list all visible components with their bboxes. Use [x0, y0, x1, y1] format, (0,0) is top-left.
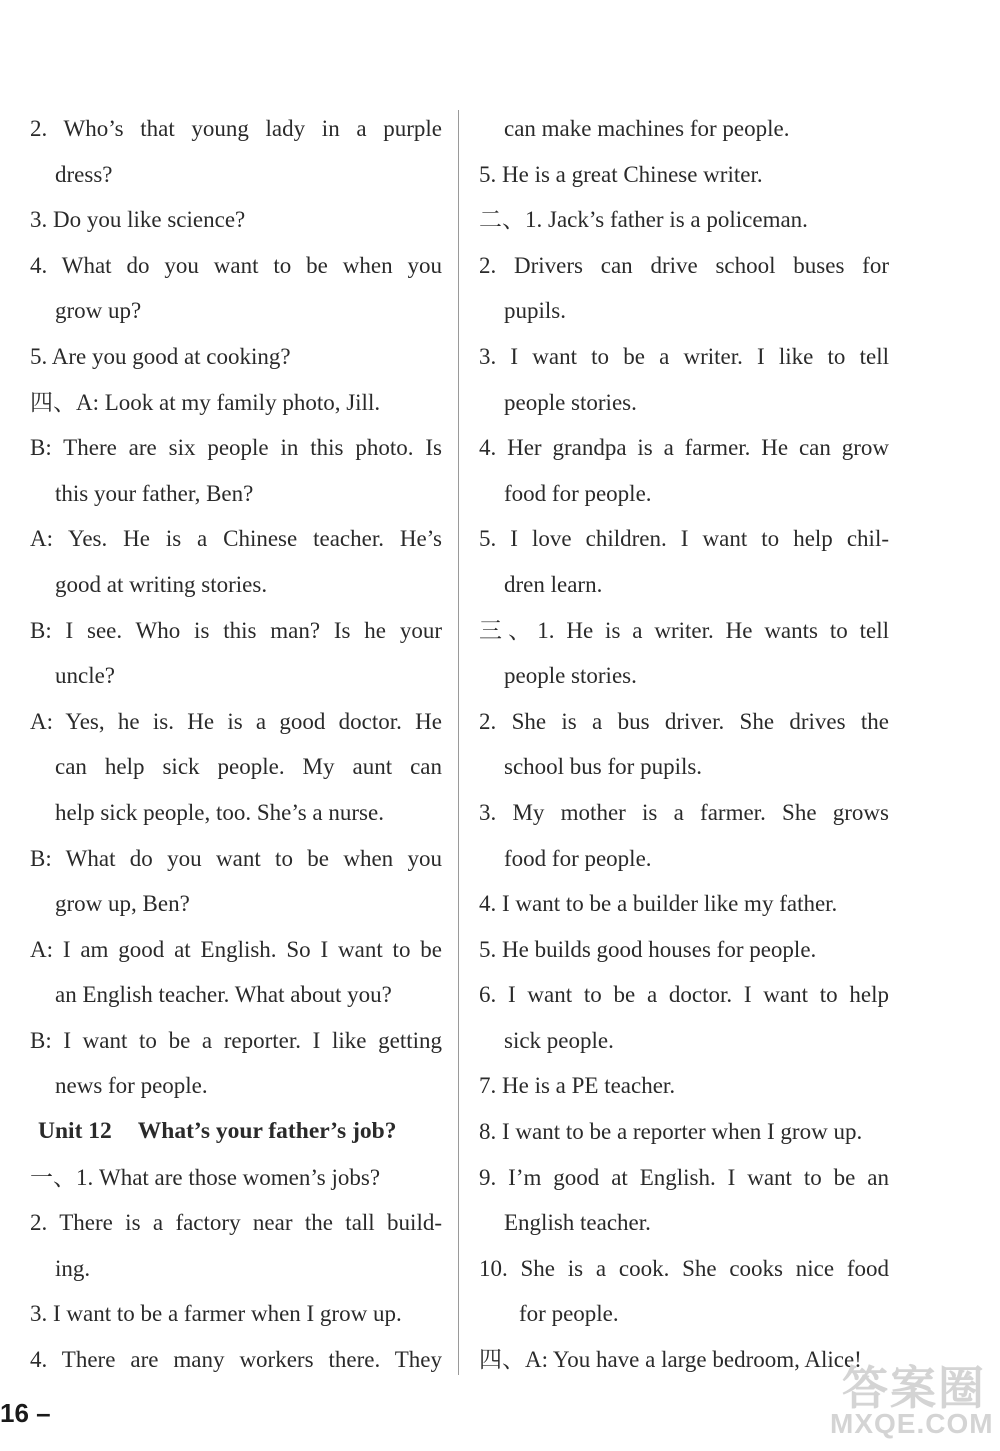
column-divider: [458, 110, 459, 1375]
text-line: food for people.: [504, 480, 652, 506]
text-line: English teacher.: [504, 1210, 651, 1236]
text-line: 4. Her grandpa is a farmer. He can grow: [479, 435, 889, 461]
text-line: this your father, Ben?: [55, 480, 254, 506]
text-line: ing.: [55, 1255, 91, 1281]
watermark-bottom: MXQE.COM: [830, 1408, 994, 1439]
text-line: 6. I want to be a doctor. I want to help: [479, 982, 889, 1008]
text-line: 三、1. He is a writer. He wants to tell: [479, 617, 889, 643]
text-line: A: Yes. He is a Chinese teacher. He’s: [30, 526, 442, 552]
text-line: 二、1. Jack’s father is a policeman.: [479, 207, 808, 233]
text-line: people stories.: [504, 663, 637, 689]
text-line: can help sick people. My aunt can: [55, 754, 442, 780]
text-line: news for people.: [55, 1073, 208, 1099]
text-line: dren learn.: [504, 571, 603, 597]
text-line: grow up, Ben?: [55, 891, 190, 917]
right-column: [479, 106, 889, 1383]
watermark-top: 答案圈: [842, 1362, 986, 1414]
unit-number: Unit 12: [38, 1118, 112, 1145]
text-line: grow up?: [55, 298, 142, 324]
text-line: 4. What do you want to be when you: [30, 252, 442, 278]
text-line: 2. Who’s that young lady in a purple: [30, 116, 442, 141]
text-line: 3. I want to be a farmer when I grow up.: [30, 1301, 402, 1327]
text-line: dress?: [55, 161, 113, 187]
text-line: B: There are six people in this photo. Is: [30, 435, 442, 461]
text-line: A: I am good at English. So I want to be: [30, 936, 442, 962]
page-number: 16 –: [0, 1398, 51, 1428]
text-line: 4. I want to be a builder like my father.: [479, 891, 838, 917]
text-line: can make machines for people.: [504, 116, 790, 141]
text-line: 5. I love children. I want to help chil-: [479, 526, 889, 552]
text-line: B: I see. Who is this man? Is he your: [30, 617, 442, 643]
text-line: 7. He is a PE teacher.: [479, 1073, 676, 1099]
text-line: sick people.: [504, 1027, 614, 1053]
text-line: 四、A: You have a large bedroom, Alice!: [479, 1347, 862, 1373]
text-line: help sick people, too. She’s a nurse.: [55, 799, 384, 825]
text-line: people stories.: [504, 389, 637, 415]
text-line: 8. I want to be a reporter when I grow up.: [479, 1119, 863, 1145]
text-line: good at writing stories.: [55, 571, 268, 597]
text-line: 2. There is a factory near the tall build-: [30, 1210, 442, 1236]
text-line: 5. He builds good houses for people.: [479, 936, 817, 962]
text-line: B: I want to be a reporter. I like getting: [30, 1027, 442, 1053]
text-line: 四、A: Look at my family photo, Jill.: [30, 389, 381, 415]
text-line: B: What do you want to be when you: [30, 845, 442, 871]
text-line: 5. He is a great Chinese writer.: [479, 161, 763, 187]
text-line: pupils.: [504, 298, 566, 324]
text-line: 一、1. What are those women’s jobs?: [30, 1164, 381, 1190]
text-line: an English teacher. What about you?: [55, 982, 392, 1008]
text-line: 2. Drivers can drive school buses for: [479, 252, 889, 278]
text-line: uncle?: [55, 663, 116, 689]
text-line: for people.: [519, 1301, 619, 1327]
text-line: 4. There are many workers there. They: [30, 1347, 442, 1373]
text-line: food for people.: [504, 845, 652, 871]
text-line: 10. She is a cook. She cooks nice food: [479, 1255, 889, 1281]
text-line: 9. I’m good at English. I want to be an: [479, 1164, 889, 1190]
text-line: school bus for pupils.: [504, 754, 703, 780]
unit-title: What’s your father’s job?: [137, 1118, 397, 1145]
text-line: 3. My mother is a farmer. She grows: [479, 799, 889, 825]
left-column: [30, 106, 442, 1383]
text-line: A: Yes, he is. He is a good doctor. He: [30, 708, 442, 734]
text-line: 3. Do you like science?: [30, 207, 246, 233]
unit-heading: [30, 1109, 442, 1155]
text-line: 3. I want to be a writer. I like to tell: [479, 343, 889, 369]
text-line: 5. Are you good at cooking?: [30, 343, 291, 369]
text-line: 2. She is a bus driver. She drives the: [479, 708, 889, 734]
